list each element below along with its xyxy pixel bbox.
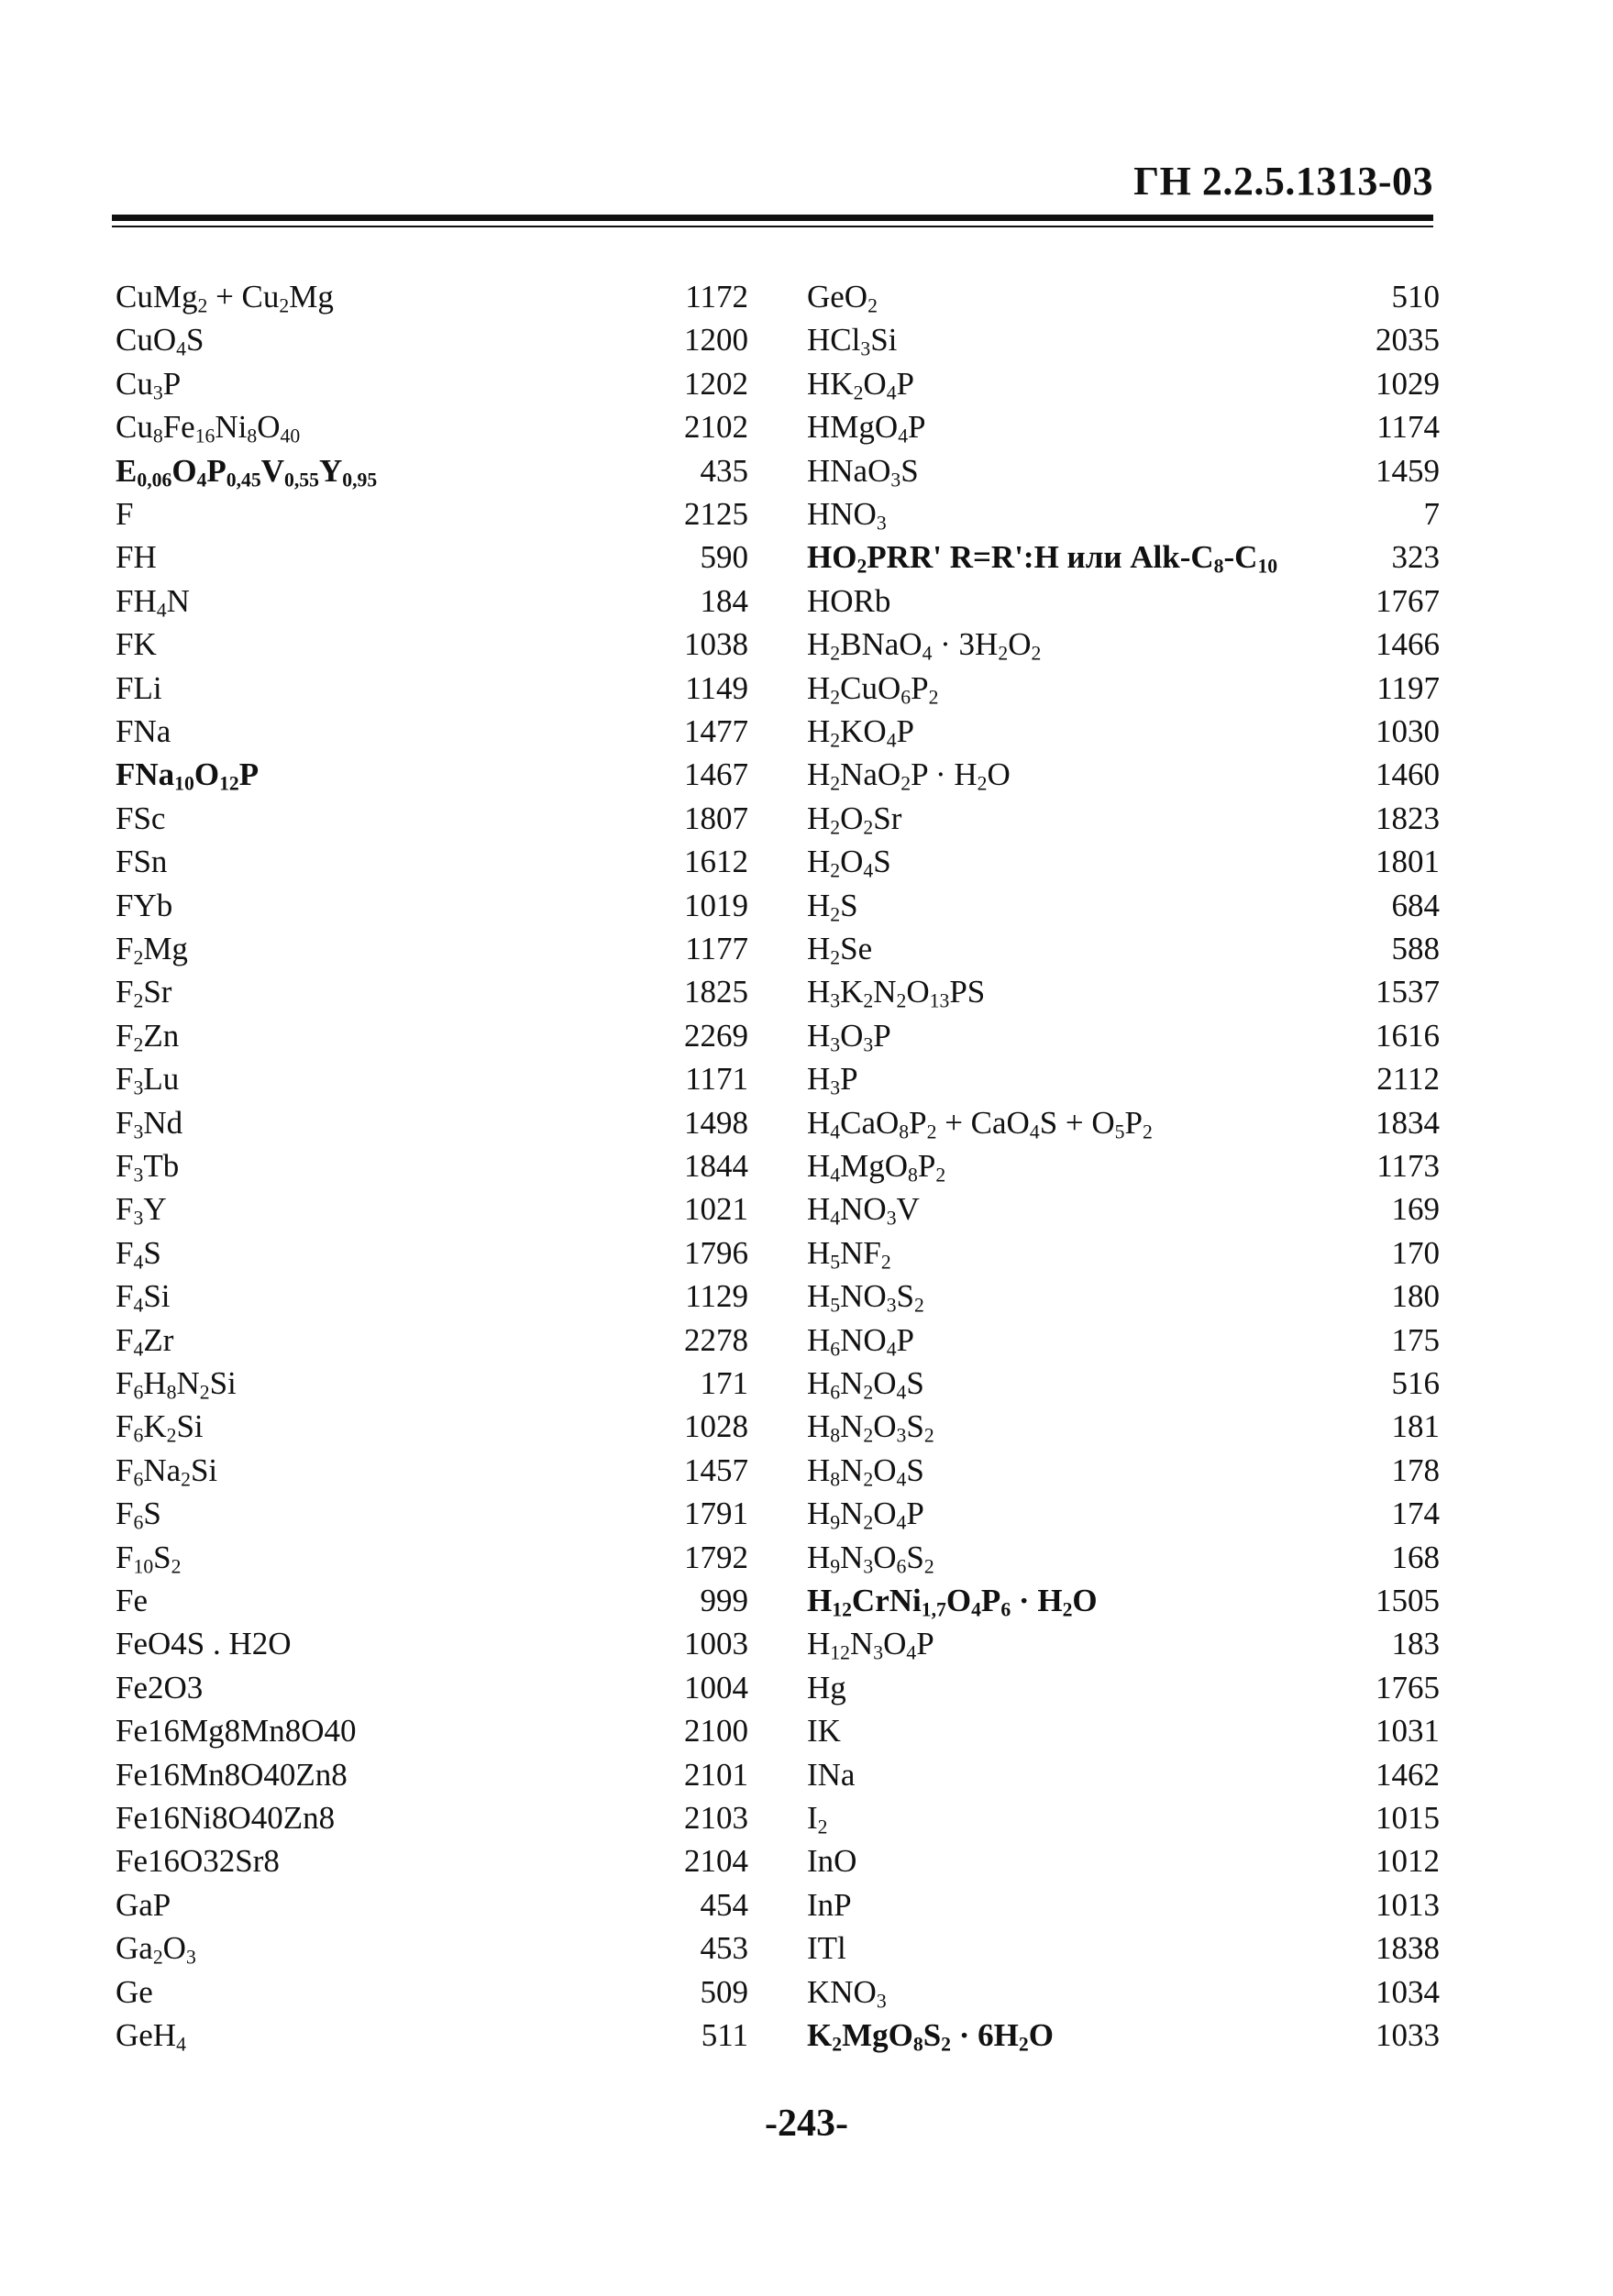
substance-formula: $H_4MgO_8P_2$	[807, 1148, 946, 1187]
substance-formula: $KNO_3$	[807, 1973, 887, 2013]
substance-formula: $H_{12}CrNi_{1,7}O_4P_6 \cdot H_2O$	[807, 1583, 1098, 1621]
entry-number: 180	[1391, 1278, 1440, 1315]
entry-number: 1765	[1375, 1669, 1440, 1705]
substance-formula: Fe16Mg8Mn8O40	[116, 1713, 357, 1750]
substance-formula: Fe16O32Sr8	[116, 1843, 280, 1880]
substance-formula: CuMg$_2$ + $Cu_2Mg$	[116, 279, 334, 317]
substance-formula: $FH_4N$	[116, 582, 190, 622]
left-entry-row	[116, 1581, 748, 1621]
entry-number: 1029	[1375, 365, 1440, 402]
right-entry-row	[807, 1320, 1440, 1361]
entry-number: 1457	[684, 1452, 748, 1488]
substance-formula: $H_3P$	[807, 1061, 858, 1099]
entry-number: 1616	[1375, 1017, 1440, 1054]
entry-number: 168	[1391, 1539, 1440, 1575]
entry-number: 1019	[684, 887, 748, 923]
substance-formula: $H_9N_3O_6S_2$	[807, 1539, 934, 1578]
left-entry-row	[116, 277, 748, 317]
substance-formula: $F_2Sr$	[116, 974, 172, 1012]
entry-number: 1173	[1376, 1148, 1440, 1184]
entry-number: 1034	[1375, 1973, 1440, 2010]
right-entry-row	[807, 2015, 1440, 2056]
right-entry-row	[807, 755, 1440, 795]
entry-number: 1477	[684, 713, 748, 749]
substance-formula: FLi	[116, 669, 162, 706]
left-entry-row	[116, 1016, 748, 1056]
entry-number: 1171	[685, 1061, 748, 1098]
entry-number: 178	[1391, 1452, 1440, 1488]
right-entry-row	[807, 277, 1440, 317]
entry-number: 1012	[1375, 1843, 1440, 1880]
entry-number: 516	[1391, 1365, 1440, 1401]
entry-number: 588	[1391, 931, 1440, 966]
substance-formula: FYb	[116, 887, 173, 923]
substance-formula: $F_4Si$	[116, 1278, 171, 1317]
entry-number: 2278	[684, 1321, 748, 1358]
right-entry-row	[807, 1624, 1440, 1664]
right-entry-row	[807, 1841, 1440, 1882]
right-entry-row	[807, 929, 1440, 969]
entry-number: 323	[1391, 539, 1440, 576]
substance-formula: $F_{10}S_2$	[116, 1539, 182, 1578]
entry-number: 1801	[1375, 844, 1440, 880]
entry-number: 1537	[1375, 974, 1440, 1010]
substance-formula: $H_5NF_2$	[807, 1234, 891, 1274]
substance-formula: InP	[807, 1886, 852, 1923]
right-entry-row	[807, 1407, 1440, 1447]
left-entry-row	[116, 1059, 748, 1099]
left-entry-row	[116, 1755, 748, 1795]
substance-formula: $HNO_3$	[807, 496, 887, 535]
entry-number: 1004	[684, 1669, 748, 1705]
substance-formula: $H_2O_4S$	[807, 844, 891, 882]
substance-formula: $H_6N_2O_4S$	[807, 1365, 924, 1404]
left-entry-row	[116, 1885, 748, 1926]
substance-formula: Fe	[116, 1583, 148, 1618]
entry-number: 169	[1391, 1191, 1440, 1228]
right-entry-row	[807, 972, 1440, 1012]
entry-number: 1462	[1375, 1756, 1440, 1793]
entry-number: 1003	[684, 1626, 748, 1662]
left-entry-row	[116, 1363, 748, 1404]
entry-number: 1796	[684, 1234, 748, 1271]
entry-number: 454	[700, 1886, 748, 1923]
left-entry-row	[116, 1711, 748, 1751]
entry-number: 2103	[684, 1800, 748, 1836]
substance-formula: $E_{0,06}O_4P_{0,45}V_{0,55}Y_{0,95}$	[116, 452, 378, 491]
right-entry-row	[807, 451, 1440, 491]
left-entry-row	[116, 451, 748, 491]
left-entry-row	[116, 1972, 748, 2013]
left-entry-row	[116, 1407, 748, 1447]
entry-number: 1038	[684, 626, 748, 663]
substance-formula: CuO$_4$S	[116, 322, 204, 360]
substance-formula: $Cu_8Fe_{16}Ni_8O_{40}$	[116, 409, 301, 447]
substance-formula: $F_3Tb$	[116, 1148, 180, 1187]
entry-number: 1825	[684, 974, 748, 1010]
substance-formula: HORb	[807, 582, 891, 619]
left-entry-row	[116, 842, 748, 882]
substance-formula: $F_2Zn$	[116, 1017, 180, 1056]
substance-formula: $K_2MgO_8S_2 \cdot 6H_2O$	[807, 2017, 1054, 2056]
left-entry-row	[116, 537, 748, 578]
left-entry-row	[116, 1841, 748, 1882]
substance-formula: $F_4S$	[116, 1234, 161, 1274]
right-entry-row	[807, 1276, 1440, 1317]
entry-number: 175	[1391, 1321, 1440, 1358]
substance-formula: $F_3Lu$	[116, 1061, 180, 1099]
substance-formula: FSc	[116, 800, 166, 836]
entry-number: 1013	[1375, 1886, 1440, 1923]
substance-formula: $HK_2O_4P$	[807, 365, 914, 404]
right-entry-row	[807, 799, 1440, 839]
substance-formula: FK	[116, 626, 157, 663]
right-entry-row	[807, 1189, 1440, 1230]
entry-number: 1834	[1375, 1104, 1440, 1141]
left-entry-row	[116, 1928, 748, 1969]
entry-number: 1202	[684, 365, 748, 402]
substance-formula: $H_2CuO_6P_2$	[807, 669, 939, 709]
left-entry-row	[116, 1798, 748, 1838]
left-entry-row	[116, 1103, 748, 1143]
substance-formula: $F_6K_2Si$	[116, 1408, 204, 1447]
left-entry-row	[116, 929, 748, 969]
right-entry-row	[807, 1363, 1440, 1404]
substance-formula: Hg	[807, 1669, 846, 1705]
left-entry-row	[116, 1494, 748, 1534]
substance-formula: FNa	[116, 713, 171, 749]
page-number: -243-	[765, 2103, 848, 2145]
entry-number: 183	[1391, 1626, 1440, 1662]
entry-number: 1505	[1375, 1583, 1440, 1618]
left-entry-row	[116, 1276, 748, 1317]
entry-number: 453	[700, 1930, 748, 1967]
substance-formula: $H_2S$	[807, 887, 858, 926]
substance-formula: $H_3K_2N_2O_{13}PS$	[807, 974, 986, 1012]
substance-formula: $H_2KO_4P$	[807, 713, 914, 752]
left-entry-row	[116, 799, 748, 839]
entry-number: 1174	[1376, 409, 1440, 446]
substance-formula: $H_2BNaO_4 \cdot 3H_2O_2$	[807, 626, 1042, 665]
substance-formula: $F_4Zr$	[116, 1321, 174, 1361]
substance-formula: HCl$_3$Si	[807, 322, 898, 360]
entry-number: 2035	[1375, 322, 1440, 359]
substance-formula: F	[116, 496, 134, 532]
right-entry-row	[807, 364, 1440, 404]
right-entry-row	[807, 842, 1440, 882]
left-entry-row	[116, 1668, 748, 1708]
left-entry-row	[116, 494, 748, 535]
substance-formula: $H_2Se$	[807, 931, 873, 969]
right-entry-row	[807, 581, 1440, 622]
substance-formula: $H_8N_2O_3S_2$	[807, 1408, 934, 1447]
right-entry-row	[807, 1103, 1440, 1143]
left-entry-row	[116, 972, 748, 1012]
entry-number: 1031	[1375, 1713, 1440, 1750]
entry-number: 590	[700, 539, 748, 576]
right-entry-row	[807, 712, 1440, 752]
entry-number: 181	[1391, 1408, 1440, 1445]
substance-formula: $H_4CaO_8P_2 + CaO_4S + O_5P_2$	[807, 1104, 1153, 1143]
substance-formula: Fe2O3	[116, 1669, 204, 1705]
left-entry-row	[116, 320, 748, 360]
right-entry-row	[807, 494, 1440, 535]
document-code: ГН 2.2.5.1313-03	[1133, 159, 1433, 204]
substance-formula: $H_{12}N_3O_4P$	[807, 1626, 934, 1664]
right-entry-row	[807, 1928, 1440, 1969]
entry-number: 2269	[684, 1017, 748, 1054]
left-entry-row	[116, 1233, 748, 1274]
entry-number: 174	[1391, 1496, 1440, 1532]
left-entry-row	[116, 581, 748, 622]
substance-formula: $H_3O_3P$	[807, 1017, 891, 1056]
entry-number: 2112	[1376, 1061, 1440, 1098]
entry-number: 1844	[684, 1148, 748, 1184]
right-entry-row	[807, 1146, 1440, 1187]
substance-formula: FeO4S . H2O	[116, 1626, 292, 1662]
entry-number: 1033	[1375, 2017, 1440, 2053]
substance-formula: HMgO$_4$P	[807, 409, 926, 447]
left-entry-row	[116, 1538, 748, 1578]
entry-number: 2102	[684, 409, 748, 446]
right-entry-row	[807, 1755, 1440, 1795]
right-entry-row	[807, 407, 1440, 447]
entry-number: 1172	[685, 279, 748, 315]
entry-number: 1767	[1375, 582, 1440, 619]
entry-number: 1460	[1375, 756, 1440, 793]
left-entry-row	[116, 668, 748, 709]
substance-formula: $H_6NO_4P$	[807, 1321, 914, 1361]
substance-formula: INa	[807, 1756, 856, 1793]
entry-number: 1177	[685, 931, 748, 966]
substance-formula: $H_2O_2Sr$	[807, 800, 902, 839]
substance-formula: Fe16Ni8O40Zn8	[116, 1800, 336, 1836]
left-entry-row	[116, 755, 748, 795]
left-entry-row	[116, 1146, 748, 1187]
substance-formula: $F_6H_8N_2Si$	[116, 1365, 237, 1404]
entry-number: 1197	[1376, 669, 1440, 706]
substance-formula: GaP	[116, 1886, 171, 1923]
substance-formula: $F_6S$	[116, 1496, 161, 1534]
left-entry-row	[116, 1320, 748, 1361]
entry-number: 999	[700, 1583, 748, 1618]
right-entry-row	[807, 1016, 1440, 1056]
right-entry-row	[807, 1581, 1440, 1621]
entry-number: 2101	[684, 1756, 748, 1793]
entry-number: 2125	[684, 496, 748, 532]
left-entry-row	[116, 624, 748, 665]
entry-number: 2104	[684, 1843, 748, 1880]
substance-formula: $F_2Mg$	[116, 931, 188, 969]
entry-number: 1466	[1375, 626, 1440, 663]
substance-formula: HNaO$_3$S	[807, 452, 919, 491]
substance-formula: Fe16Mn8O40Zn8	[116, 1756, 348, 1793]
right-entry-row	[807, 1538, 1440, 1578]
entry-number: 510	[1391, 279, 1440, 315]
entry-number: 1459	[1375, 452, 1440, 489]
substance-formula: $F_6Na_2Si$	[116, 1452, 218, 1491]
substance-formula: $Cu_3P$	[116, 365, 182, 404]
left-entry-row	[116, 712, 748, 752]
entry-number: 1129	[685, 1278, 748, 1315]
entry-number: 435	[700, 452, 748, 489]
right-entry-row	[807, 1059, 1440, 1099]
entry-number: 1021	[684, 1191, 748, 1228]
entry-number: 1838	[1375, 1930, 1440, 1967]
entry-number: 1807	[684, 800, 748, 836]
entry-number: 1612	[684, 844, 748, 880]
left-entry-row	[116, 2015, 748, 2056]
entry-number: 511	[701, 2017, 748, 2053]
left-entry-row	[116, 364, 748, 404]
right-entry-row	[807, 320, 1440, 360]
right-entry-row	[807, 668, 1440, 709]
entry-number: 7	[1423, 496, 1440, 532]
left-entry-row	[116, 407, 748, 447]
right-entry-row	[807, 537, 1440, 578]
substance-formula: $H_4NO_3V$	[807, 1191, 920, 1230]
right-entry-row	[807, 1798, 1440, 1838]
entry-number: 1498	[684, 1104, 748, 1141]
right-entry-row	[807, 1233, 1440, 1274]
right-entry-row	[807, 1668, 1440, 1708]
substance-formula: InO	[807, 1843, 857, 1880]
entry-number: 1149	[685, 669, 748, 706]
right-entry-row	[807, 1494, 1440, 1534]
substance-formula: ITl	[807, 1930, 846, 1967]
entry-number: 2100	[684, 1713, 748, 1750]
right-entry-row	[807, 1972, 1440, 2013]
substance-formula: GeH$_4$	[116, 2017, 186, 2056]
right-entry-row	[807, 886, 1440, 926]
entry-number: 509	[700, 1973, 748, 2010]
entry-number: 1791	[684, 1496, 748, 1532]
entry-number: 171	[700, 1365, 748, 1401]
substance-formula: $FNa_{10}O_{12}P$	[116, 756, 260, 795]
left-entry-row	[116, 1189, 748, 1230]
entry-number: 1467	[684, 756, 748, 793]
substance-formula: $H_9N_2O_4P$	[807, 1496, 924, 1534]
right-entry-row	[807, 1451, 1440, 1491]
right-entry-row	[807, 1711, 1440, 1751]
substance-formula: $I_2$	[807, 1800, 828, 1838]
left-entry-row	[116, 886, 748, 926]
entry-number: 1792	[684, 1539, 748, 1575]
substance-formula: $F_3Nd$	[116, 1104, 183, 1143]
entry-number: 1030	[1375, 713, 1440, 749]
entry-number: 170	[1391, 1234, 1440, 1271]
substance-formula: $H_8N_2O_4S$	[807, 1452, 924, 1491]
substance-formula: FH	[116, 539, 157, 576]
entry-number: 184	[700, 582, 748, 619]
right-entry-row	[807, 624, 1440, 665]
left-entry-row	[116, 1451, 748, 1491]
substance-formula: Ge	[116, 1973, 153, 2010]
entry-number: 684	[1391, 887, 1440, 923]
substance-formula: $F_3Y$	[116, 1191, 167, 1230]
substance-formula: IK	[807, 1713, 841, 1750]
entry-number: 1823	[1375, 800, 1440, 836]
entry-number: 1028	[684, 1408, 748, 1445]
substance-formula: $H_5NO_3S_2$	[807, 1278, 924, 1317]
substance-formula: GeO$_2$	[807, 279, 878, 317]
substance-formula: FSn	[116, 844, 168, 880]
left-entry-row	[116, 1624, 748, 1664]
substance-formula: $H_2NaO_2P \cdot H_2O$	[807, 756, 1011, 795]
substance-formula: $HO_2PRR'$ R=R':H или Alk-$C_8-C_{10}$	[807, 539, 1278, 578]
entry-number: 1015	[1375, 1800, 1440, 1836]
substance-formula: $Ga_2O_3$	[116, 1930, 196, 1969]
right-entry-row	[807, 1885, 1440, 1926]
entry-number: 1200	[684, 322, 748, 359]
